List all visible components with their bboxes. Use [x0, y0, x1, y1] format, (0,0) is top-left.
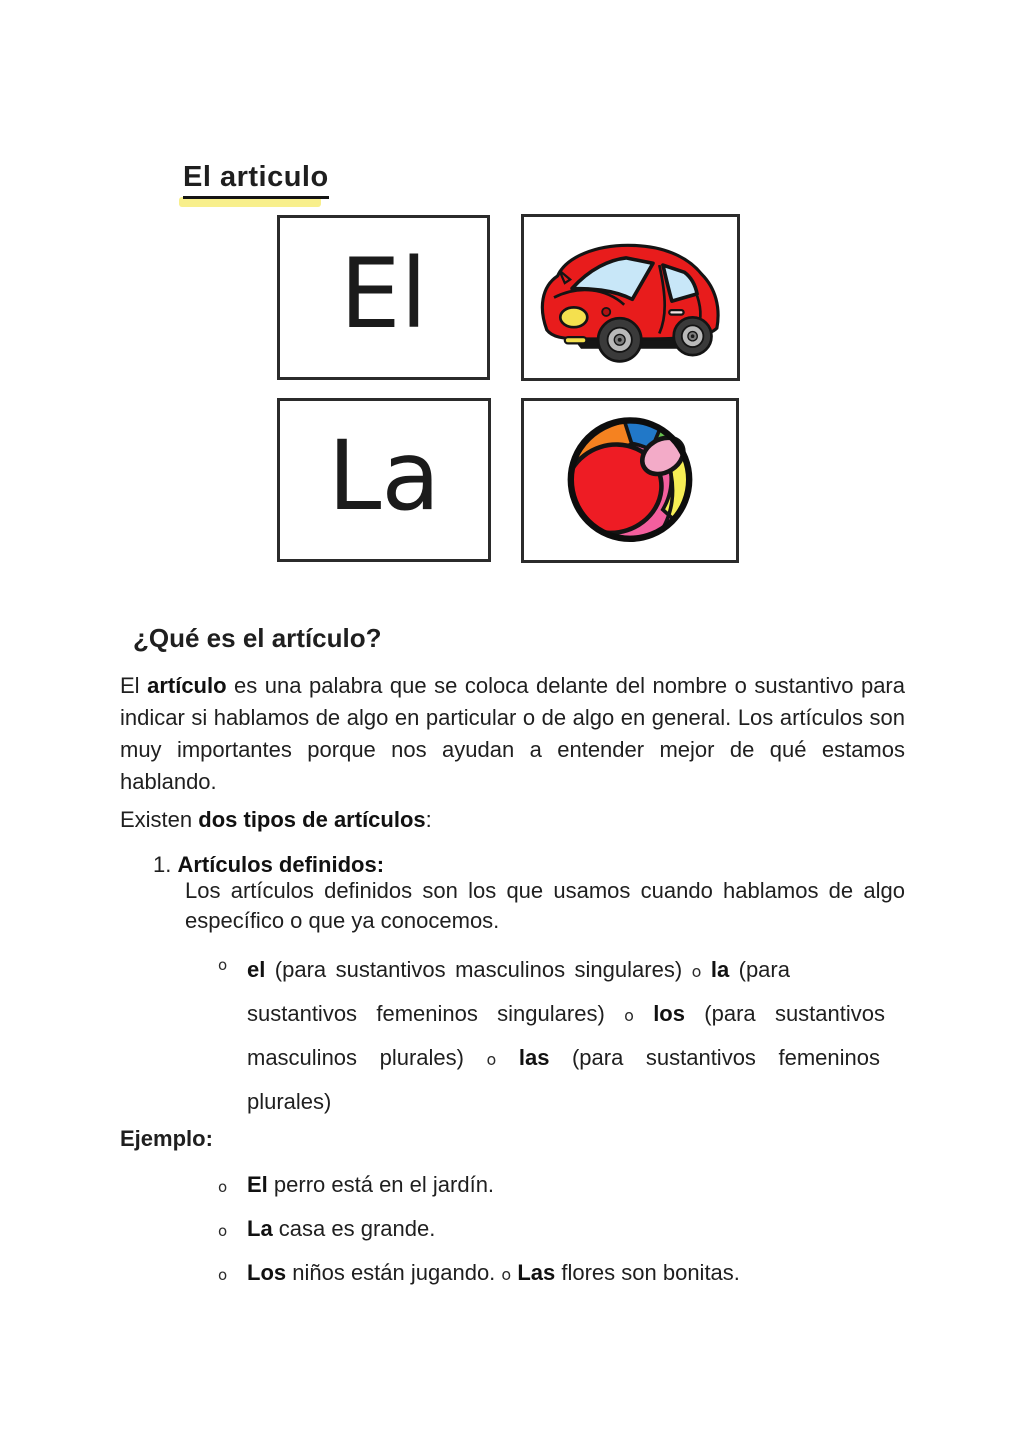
bold-article-word: artículo	[147, 673, 227, 698]
image-card-ball	[521, 398, 739, 563]
inline-o-separator: o	[486, 1050, 497, 1069]
definidos-bullet-block	[218, 948, 885, 1124]
bold-article-word: dos tipos de artículos	[198, 807, 426, 832]
text-line: el (para sustantivos masculinos singulares) o la (para	[247, 957, 790, 982]
text-line: El artículo es una palabra que se coloca delante del nombre o sustantivo para	[120, 673, 905, 698]
text-line: Los artículos definidos son los que usamos cuando hablamos de algo	[185, 878, 905, 903]
ejemplo-label: Ejemplo:	[120, 1126, 213, 1151]
types-line: Existen dos tipos de artículos:	[120, 807, 432, 832]
bold-article-word: la	[710, 957, 730, 982]
red-car-illustration	[527, 220, 734, 375]
text-line: específico o que ya conocemos.	[185, 908, 500, 933]
word-card-el-label: El	[339, 237, 428, 350]
section-heading: ¿Qué es el artículo?	[133, 623, 382, 653]
front-wheel	[598, 318, 641, 361]
definidos-description	[185, 876, 905, 936]
inline-o-separator: o	[691, 962, 702, 981]
item-number: 1.	[153, 852, 178, 877]
inline-o-separator: o	[501, 1265, 512, 1284]
list-bullet-o: o	[218, 956, 228, 974]
list-bullet-o: o	[218, 1266, 228, 1284]
text-line: hablando.	[120, 769, 217, 794]
ejemplo-list	[218, 1172, 740, 1304]
bold-article-word: Los	[247, 1260, 287, 1285]
bold-article-word: El	[247, 1172, 268, 1197]
text-line: sustantivos femeninos singulares) o los (para sustantivos	[247, 1001, 886, 1026]
word-card-la-label: La	[327, 420, 441, 532]
bold-article-word: el	[247, 957, 266, 982]
ejemplo-item-text: Los niños están jugando. o Las flores son bonitas.	[247, 1260, 740, 1285]
text-line: indicar si hablamos de algo en particular o de algo en general. Los artículos son	[120, 705, 905, 730]
text-line: plurales)	[247, 1089, 332, 1114]
list-bullet-o: o	[218, 1222, 228, 1240]
beach-ball-illustration	[527, 404, 733, 557]
rear-wheel	[674, 317, 712, 355]
ejemplo-item	[218, 1216, 740, 1242]
bold-article-word: Las	[517, 1260, 556, 1285]
word-card-el	[277, 215, 490, 380]
item-title: Artículos definidos:	[177, 852, 385, 877]
text-line: masculinos plurales) o las (para sustantivos femeninos	[247, 1045, 880, 1070]
bold-article-word: los	[653, 1001, 685, 1026]
image-card-car	[521, 214, 740, 381]
intro-paragraph	[120, 670, 905, 798]
ejemplo-item	[218, 1260, 740, 1286]
text-line: muy importantes porque nos ayudan a entender mejor de qué estamos	[120, 737, 905, 762]
inline-o-separator: o	[624, 1006, 634, 1025]
ejemplo-item-text: El perro está en el jardín.	[247, 1172, 495, 1197]
bold-article-word: La	[247, 1216, 273, 1241]
page-title: El articulo	[183, 161, 329, 199]
bold-article-word: las	[518, 1045, 550, 1070]
ejemplo-item	[218, 1172, 740, 1198]
ejemplo-item-text: La casa es grande.	[247, 1216, 436, 1241]
list-bullet-o: o	[218, 1178, 228, 1196]
definidos-bullet-text	[247, 948, 885, 1124]
word-card-la	[277, 398, 491, 562]
